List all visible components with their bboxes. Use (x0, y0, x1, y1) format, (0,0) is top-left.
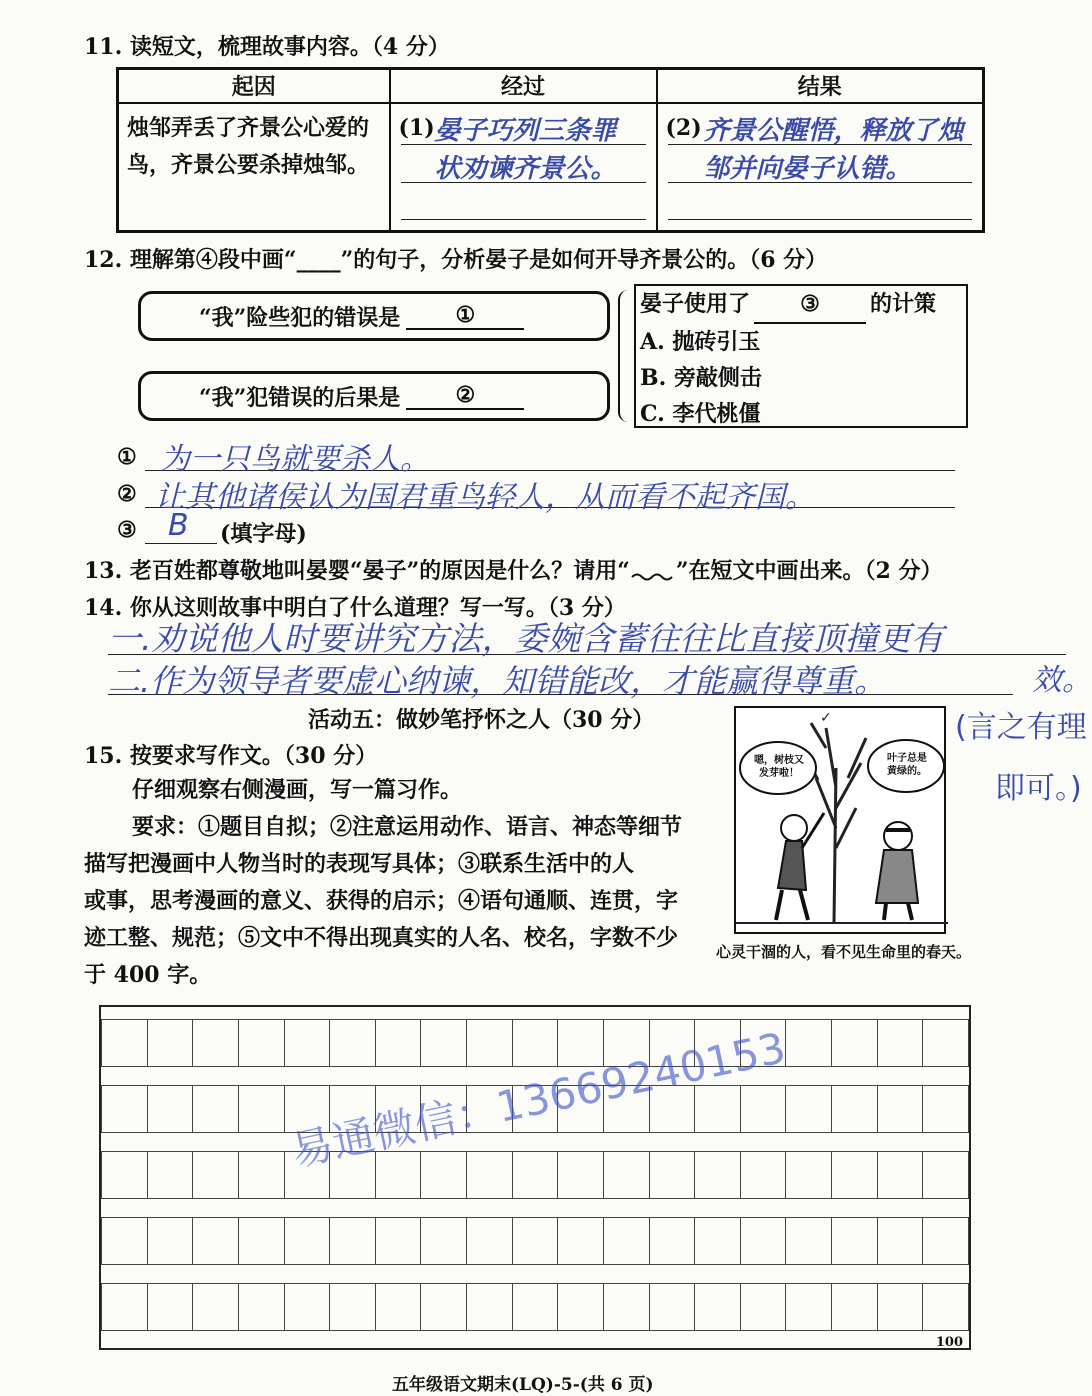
side-note-2: 即可。) (995, 771, 1082, 806)
grid-cell[interactable] (239, 1284, 285, 1330)
grid-cell[interactable] (421, 1284, 467, 1330)
mistake-box (138, 291, 610, 341)
grid-cell[interactable] (330, 1284, 376, 1330)
grid-cell[interactable] (467, 1152, 513, 1198)
header-result: 结果 (657, 69, 984, 103)
svg-text:✓: ✓ (820, 710, 832, 726)
grid-cell[interactable] (695, 1284, 741, 1330)
grid-cell[interactable] (101, 1020, 148, 1066)
grid-cell[interactable] (878, 1152, 924, 1198)
grid-cell[interactable] (513, 1020, 559, 1066)
grid-cell[interactable] (832, 1218, 878, 1264)
consequence-label: “我”犯错误的后果是 (199, 384, 401, 411)
grid-cell[interactable] (741, 1218, 787, 1264)
grid-cell[interactable] (193, 1086, 239, 1132)
grid-cell[interactable] (923, 1284, 969, 1330)
grid-cell[interactable] (285, 1284, 331, 1330)
grid-cell[interactable] (101, 1218, 148, 1264)
q15-line2: 要求：①题目自拟；②注意运用动作、语言、神态等细节 (132, 814, 683, 840)
grid-cell[interactable] (467, 1284, 513, 1330)
q14-title: 14. 你从这则故事中明白了什么道理？写一写。（3 分） (84, 595, 626, 621)
q15-line1: 仔细观察右侧漫画，写一篇习作。 (132, 777, 463, 803)
side-note-1: (言之有理 (955, 710, 1087, 745)
grid-cell[interactable] (878, 1218, 924, 1264)
grid-cell[interactable] (558, 1152, 604, 1198)
grid-cell[interactable] (695, 1152, 741, 1198)
grid-cell[interactable] (878, 1086, 924, 1132)
grid-cell[interactable] (421, 1218, 467, 1264)
composition-grid[interactable] (99, 1005, 971, 1350)
grid-cell[interactable] (878, 1284, 924, 1330)
grid-cell[interactable] (285, 1218, 331, 1264)
grid-row[interactable] (101, 1151, 969, 1199)
result-answer: 齐景公醒悟，释放了烛邹并向晏子认错。 (703, 115, 964, 184)
option-a[interactable]: A. 抛砖引玉 (640, 329, 761, 355)
grid-cell[interactable] (513, 1152, 559, 1198)
grid-cell[interactable] (101, 1086, 148, 1132)
ans2-label: ② (117, 481, 137, 507)
q15-title: 15. 按要求写作文。（30 分） (84, 743, 378, 769)
grid-cell[interactable] (467, 1218, 513, 1264)
grid-cell[interactable] (832, 1020, 878, 1066)
grid-cell[interactable] (239, 1218, 285, 1264)
header-process: 经过 (390, 69, 657, 103)
grid-row[interactable] (101, 1019, 969, 1067)
ans3-text: B (168, 508, 189, 543)
grid-cell[interactable] (923, 1020, 969, 1066)
bracket (618, 290, 634, 422)
result-label: (2) (665, 114, 702, 141)
grid-cell[interactable] (193, 1152, 239, 1198)
q11-title: 11. 读短文，梳理故事内容。（4 分） (84, 34, 450, 60)
mistake-label: “我”险些犯的错误是 (199, 304, 401, 331)
wavy-mark (630, 562, 676, 572)
grid-cell[interactable] (923, 1086, 969, 1132)
bubble-right: 叶子总是 黄绿的。 (887, 753, 927, 777)
grid-cell[interactable] (786, 1086, 832, 1132)
grid-cell[interactable] (650, 1152, 696, 1198)
grid-cell[interactable] (923, 1218, 969, 1264)
grid-cell[interactable] (239, 1152, 285, 1198)
wavy-line-icon (630, 572, 676, 582)
process-answer: 晏子巧列三条罪状劝谏齐景公。 (434, 115, 617, 184)
blank-2: ② (406, 382, 524, 410)
grid-cell[interactable] (513, 1218, 559, 1264)
grid-cell[interactable] (741, 1086, 787, 1132)
grid-cell[interactable] (148, 1218, 194, 1264)
ans3-label: ③ (117, 517, 137, 543)
grid-cell[interactable] (239, 1020, 285, 1066)
q15-line3: 描写把漫画中人物当时的表现写具体；③联系生活中的人 (84, 851, 635, 877)
grid-cell[interactable] (193, 1218, 239, 1264)
header-cause: 起因 (118, 69, 390, 103)
grid-cell[interactable] (832, 1086, 878, 1132)
consequence-box (138, 371, 610, 421)
grid-cell[interactable] (604, 1218, 650, 1264)
grid-cell[interactable] (101, 1284, 148, 1330)
grid-cell[interactable] (376, 1284, 422, 1330)
grid-cell[interactable] (604, 1284, 650, 1330)
grid-cell[interactable] (650, 1284, 696, 1330)
grid-cell[interactable] (832, 1152, 878, 1198)
grid-cell[interactable] (148, 1152, 194, 1198)
ans1-label: ① (117, 444, 137, 470)
q12-title: 12. 理解第④段中画“____”的句子，分析晏子是如何开导齐景公的。（6 分） (84, 247, 828, 273)
grid-cell[interactable] (878, 1020, 924, 1066)
grid-cell[interactable] (148, 1284, 194, 1330)
cause-cell (118, 103, 390, 232)
grid-cell[interactable] (604, 1152, 650, 1198)
grid-cell[interactable] (330, 1218, 376, 1264)
process-label: (1) (398, 114, 435, 141)
grid-cell[interactable] (786, 1284, 832, 1330)
q15-body (84, 772, 682, 994)
process-cell[interactable] (390, 103, 657, 232)
grid-cell[interactable] (376, 1218, 422, 1264)
blank-3: ③ (754, 286, 866, 324)
story-table (116, 67, 985, 233)
grid-cell[interactable] (193, 1020, 239, 1066)
grid-cell[interactable] (650, 1218, 696, 1264)
grid-cell[interactable] (148, 1020, 194, 1066)
ans3-line[interactable] (145, 543, 217, 544)
q15-line4: 或事，思考漫画的意义、获得的启示；④语句通顺、连贯，字 (84, 888, 679, 914)
grid-cell[interactable] (695, 1218, 741, 1264)
grid-cell[interactable] (558, 1284, 604, 1330)
grid-cell[interactable] (786, 1152, 832, 1198)
blank-1: ① (406, 302, 524, 330)
strategy-line: 晏子使用了 ③ 的计策 (640, 286, 966, 324)
page-footer: 五年级语文期末(LQ)-5-(共 6 页) (392, 1375, 654, 1395)
q13-title: 13. 老百姓都尊敬地叫晏婴“晏子”的原因是什么？请用“ ”在短文中画出来。（2 分） (84, 558, 943, 584)
ans3-note: (填字母) (220, 521, 307, 547)
grid-cell[interactable] (148, 1086, 194, 1132)
cartoon-caption: 心灵干涸的人，看不见生命里的春天。 (716, 943, 972, 961)
cause-text: 烛邹弄丢了齐景公心爱的鸟，齐景公要杀掉烛邹。 (127, 114, 370, 178)
grid-cell[interactable] (239, 1086, 285, 1132)
grid-cell[interactable] (421, 1152, 467, 1198)
watermark: 易通微信：13669240153 (286, 1023, 790, 1176)
grid-cell[interactable] (741, 1152, 787, 1198)
grid-cell[interactable] (285, 1020, 331, 1066)
grid-cell[interactable] (193, 1284, 239, 1330)
grid-cell[interactable] (467, 1020, 513, 1066)
activity5-title: 活动五：做妙笔抒怀之人（30 分） (308, 707, 655, 733)
strategy-box (634, 284, 968, 428)
grid-cell[interactable] (923, 1152, 969, 1198)
result-cell[interactable] (657, 103, 984, 232)
grid-cell[interactable] (330, 1020, 376, 1066)
grid-count: 100 (935, 1335, 963, 1350)
q14-ans1: 一.劝说他人时要讲究方法，委婉含蓄往往比直接顶撞更有 (108, 619, 944, 658)
grid-cell[interactable] (832, 1284, 878, 1330)
option-c[interactable]: C. 李代桃僵 (640, 401, 761, 427)
q15-line6: 于 400 字。 (84, 962, 212, 988)
q15-line5: 迹工整、规范；⑤文中不得出现真实的人名、校名，字数不少 (84, 925, 679, 951)
grid-cell[interactable] (558, 1218, 604, 1264)
grid-row[interactable] (101, 1283, 969, 1331)
grid-cell[interactable] (513, 1284, 559, 1330)
cartoon-drawing (736, 708, 948, 936)
grid-row[interactable] (101, 1217, 969, 1265)
grid-cell[interactable] (101, 1152, 148, 1198)
grid-cell[interactable] (786, 1218, 832, 1264)
grid-cell[interactable] (741, 1284, 787, 1330)
option-b[interactable]: B. 旁敲侧击 (640, 365, 762, 391)
grid-cell[interactable] (786, 1020, 832, 1066)
ans2-text: 让其他诸侯认为国君重鸟轻人，从而看不起齐国。 (155, 480, 815, 515)
ans1-text: 为一只鸟就要杀人。 (160, 442, 430, 477)
grid-cell[interactable] (376, 1020, 422, 1066)
cartoon-image (734, 706, 946, 934)
q14-ans1-end: 效。 (1032, 663, 1092, 698)
grid-cell[interactable] (421, 1020, 467, 1066)
bubble-left: 嗯，树枝又 发芽啦！ (754, 755, 804, 779)
grid-cell[interactable] (695, 1086, 741, 1132)
q14-ans2: 二.作为领导者要虚心纳谏，知错能改，才能赢得尊重。 (108, 662, 887, 700)
